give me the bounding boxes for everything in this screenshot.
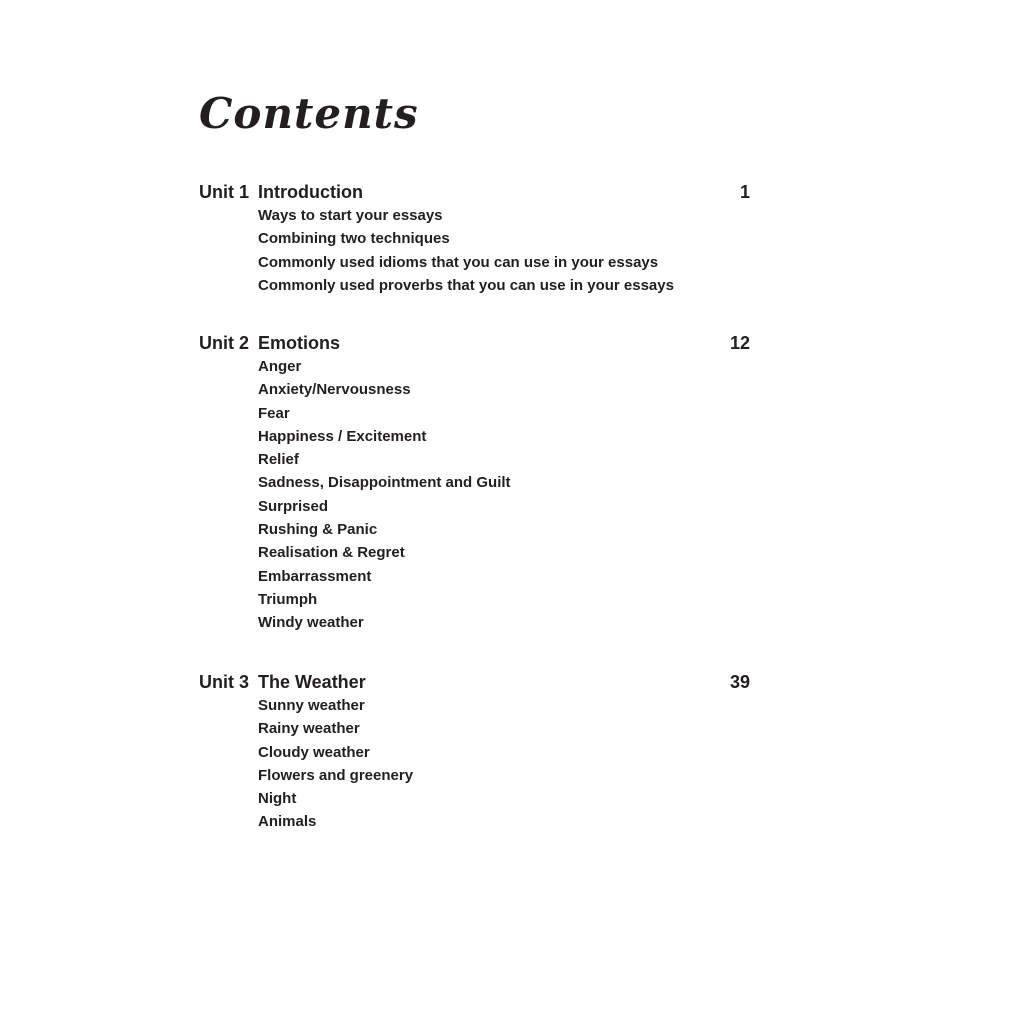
unit-3-topic: Flowers and greenery: [258, 766, 414, 784]
unit-2-topic: Anxiety/Nervousness: [258, 381, 411, 399]
unit-2-topic: Windy weather: [258, 614, 364, 632]
unit-3-page-number: 39: [729, 672, 750, 692]
unit-3-topic: Cloudy weather: [258, 743, 370, 761]
unit-3-topic: Night: [258, 790, 297, 808]
unit-3-title: The Weather: [258, 672, 366, 692]
unit-2: [199, 331, 759, 635]
unit-1-topic: Commonly used proverbs that you can use in your essays: [258, 276, 674, 294]
unit-1-topic: Combining two techniques: [258, 230, 450, 248]
unit-1: [199, 180, 759, 297]
unit-2-topic: Realisation & Regret: [258, 544, 405, 562]
unit-2-topic: Sadness, Disappointment and Guilt: [258, 474, 511, 492]
unit-1-topic-list: [199, 204, 759, 297]
unit-1-topic: Ways to start your essays: [258, 207, 443, 224]
unit-3-topic-list: [199, 694, 759, 834]
unit-3-topic: Sunny weather: [258, 697, 365, 714]
unit-1-topic: Commonly used idioms that you can use in your essays: [258, 253, 659, 271]
unit-3-label: Unit 3: [199, 672, 250, 692]
unit-2-label: Unit 2: [199, 333, 250, 353]
unit-3-header: [199, 670, 759, 694]
unit-1-page-number: 1: [739, 182, 750, 202]
unit-3-topic: Rainy weather: [258, 720, 360, 738]
unit-2-topic: Triumph: [258, 590, 318, 608]
unit-2-topic-list: [199, 355, 759, 635]
unit-2-page-number: 12: [729, 333, 750, 353]
unit-3: [199, 670, 759, 834]
page-title: Contents: [199, 89, 419, 138]
unit-3-topic: Animals: [258, 813, 317, 831]
unit-2-header: [199, 331, 759, 355]
unit-2-topic: Fear: [258, 404, 290, 422]
unit-1-header: [199, 180, 759, 204]
unit-2-topic: Anger: [258, 358, 302, 375]
unit-2-topic: Rushing & Panic: [258, 521, 378, 539]
unit-2-topic: Embarrassment: [258, 567, 372, 585]
unit-2-topic: Relief: [258, 451, 299, 469]
unit-2-title: Emotions: [258, 333, 341, 353]
unit-1-label: Unit 1: [199, 182, 250, 202]
unit-2-topic: Happiness / Excitement: [258, 427, 427, 445]
unit-1-title: Introduction: [258, 182, 363, 202]
unit-2-topic: Surprised: [258, 497, 329, 515]
